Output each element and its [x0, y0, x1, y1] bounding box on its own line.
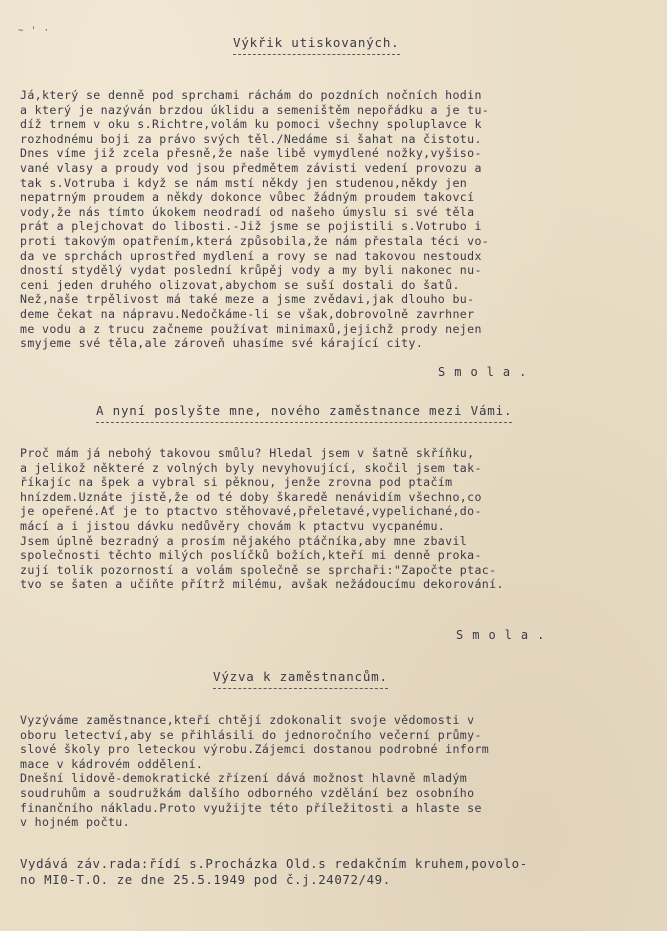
text-line: říkajíc na špek a vybral si pěknou, jenže zrovna pod ptačím	[20, 475, 453, 490]
section-3-title-text: Výzva k zaměstnancům.	[213, 669, 388, 684]
section-2-signature: Smola.	[456, 628, 554, 642]
text-line: proti takovým opatřením,která způsobila,že nám přestala téci vo-	[20, 233, 490, 248]
text-line: oboru letectví,aby se přihlásili do jednoročního večerní průmy-	[20, 727, 482, 742]
section-3-body	[20, 713, 489, 830]
text-line: ceni jeden druhého olizovat,abychom se suší dostali do šatů.	[20, 277, 460, 292]
section-1-title	[233, 35, 400, 55]
text-line: me vodu a z trucu začneme používat minimaxů,jejichž prody nejen	[20, 321, 482, 336]
text-line: je opeřené.Ať je to ptactvo stěhovavé,přeletavé,vypelichané,do-	[20, 504, 482, 519]
text-line: tak s.Votruba i když se nám mstí někdy jen studenou,někdy jen	[20, 175, 468, 190]
text-line: Proč mám já nebohý takovou smůlu? Hledal jsem v šatně skříňku,	[20, 446, 475, 460]
text-line: deme čekat na nápravu.Nedočkáme-li se však,dobrovolně zavrhner	[20, 306, 475, 321]
text-line: hnízdem.Uznáte jistě,že od té doby škaredě nenávidím všechno,co	[20, 489, 482, 504]
section-2-body	[20, 446, 504, 592]
text-line: tvo se šaten a učiňte přítrž milému, avšak nežádoucímu dekorování.	[20, 577, 504, 592]
text-line: Já,který se denně pod sprchami ráchám do pozdních nočních hodin	[20, 88, 482, 102]
text-line: dností stydělý vydat poslední krůpěj vody a my byli nakonec nu-	[20, 263, 482, 278]
text-line: mácí a i jistou dávku nedůvěry chovám k ptactvu vycpanému.	[20, 518, 446, 533]
header-mark: ~ ' ·	[18, 26, 51, 36]
text-line: v hojném počtu.	[20, 815, 130, 830]
footer-imprint	[20, 856, 528, 887]
text-line: finančního nákladu.Proto využijte této příležitosti a hlaste se	[20, 800, 482, 815]
text-line: smyjeme své těla,ale zároveň uhasíme své kárající city.	[20, 336, 424, 351]
text-line: prát a plejchovat do libosti.-Již jsme se pojistili s.Votrubo i	[20, 219, 482, 234]
text-line: díž trnem v oku s.Richtre,volám ku pomoci všechny spoluplavce k	[20, 117, 482, 132]
text-line: rozhodnému boji za právo svých těl./Nedáme si šahat na čistotu.	[20, 131, 482, 146]
text-line: Vydává záv.rada:řídí s.Procházka Old.s redakčním kruhem,povolo-	[20, 856, 528, 871]
section-3-title	[213, 669, 388, 689]
text-line: nepatrným proudem a někdy dokonce vůbec žádným proudem takovcí	[20, 190, 475, 205]
section-2-title-text: A nyní poslyšte mne, nového zaměstnance mezi Vámi.	[96, 403, 513, 418]
text-line: mace v kádrovém oddělení.	[20, 756, 204, 771]
title-underline	[233, 51, 400, 55]
text-line: vody,že nás tímto úkokem neodradí od našeho úmyslu si své těla	[20, 204, 475, 219]
text-line: soudruhům a soudružkám dalšího odborného vzdělání bez osobního	[20, 785, 475, 800]
text-line: Jsem úplně bezradný a prosím nějakého ptáčníka,aby mne zbavil	[20, 533, 468, 548]
text-line: Vyzýváme zaměstnance,kteří chtějí zdokonalit svoje vědomosti v	[20, 713, 475, 727]
text-line: no MI0-T.O. ze dne 25.5.1949 pod č.j.24072/49.	[20, 871, 391, 887]
title-underline	[213, 685, 388, 689]
section-1-body	[20, 88, 489, 351]
text-line: da ve sprchách uprostřed mydlení a rovy se nad takovou nestoudx	[20, 248, 482, 263]
text-line: vané vlasy a proudy vod jsou předmětem závisti vedení provozu a	[20, 160, 482, 175]
text-line: slové školy pro leteckou výrobu.Zájemci dostanou podrobné inform	[20, 742, 490, 757]
text-line: a který je nazýván brzdou úklidu a semeništěm nepořádku a je tu-	[20, 102, 490, 117]
text-line: a jelikož některé z volných byly nevyhovující, skočil jsem tak-	[20, 460, 482, 475]
text-line: Než,naše trpělivost má také meze a jsme zvědavi,jak dlouho bu-	[20, 292, 475, 307]
section-2-title	[96, 403, 512, 423]
title-underline	[96, 419, 512, 423]
text-line: Dnes víme již zcela přesně,že naše libě vymydlené nožky,vyšiso-	[20, 146, 482, 161]
text-line: společnosti těchto milých poslíčků božích,kteří mi denně proka-	[20, 548, 482, 563]
text-line: zují tolik pozorností a volám společně se sprchaři:"Započte ptac-	[20, 562, 497, 577]
text-line: Dnešní lidově-demokratické zřízení dává možnost hlavně mladým	[20, 771, 468, 786]
section-1-title-text: Výkřik utiskovaných.	[233, 35, 400, 50]
section-1-signature: Smola.	[438, 365, 536, 379]
